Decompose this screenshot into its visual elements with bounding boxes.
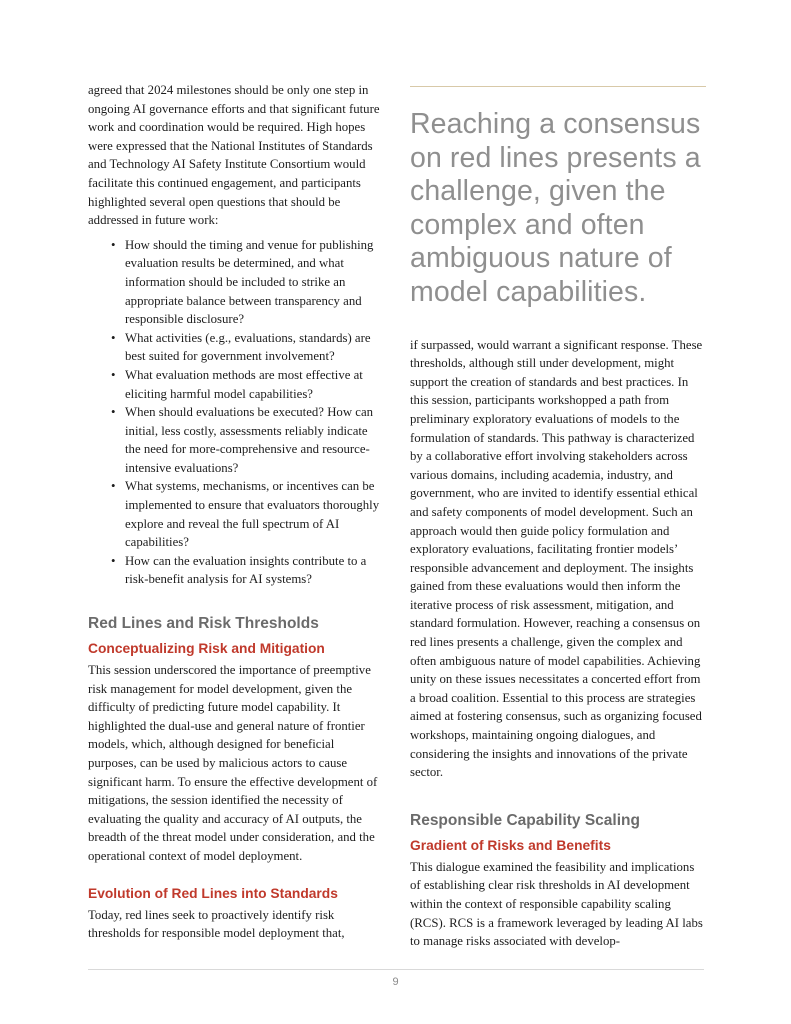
subheading-evolution-of-red-lines: Evolution of Red Lines into Standards — [88, 885, 338, 901]
pull-quote-rule — [410, 86, 706, 87]
right-column — [410, 86, 706, 951]
list-item: • What systems, mechanisms, or incentives can be implemented to ensure that evaluators thoroughly explore and reveal the full spectrum of AI capabilities? — [111, 479, 380, 550]
evolution-paragraph: Today, red lines seek to proactively identify risk thresholds for responsible model deployment that, — [88, 907, 345, 941]
bullet-icon: • — [111, 553, 116, 568]
list-item: • How can the evaluation insights contribute to a risk-benefit analysis for AI systems? — [111, 553, 367, 587]
bullet-icon: • — [111, 367, 116, 382]
section-heading-responsible-scaling: Responsible Capability Scaling — [410, 811, 640, 829]
bullet-icon: • — [111, 479, 116, 494]
left-column — [88, 81, 386, 943]
subheading-gradient-of-risks: Gradient of Risks and Benefits — [410, 837, 611, 853]
intro-paragraph: agreed that 2024 milestones should be only one step in ongoing AI governance efforts and that significant future work and coordination would be required. High hopes were expressed that the National Institutes of Standards and Technology AI Safety Institute Consortium would facilitate this continued engagement, and participants highlighted several open questions that should be addressed in future work: — [88, 83, 380, 228]
subheading-conceptualizing-risk: Conceptualizing Risk and Mitigation — [88, 641, 325, 657]
pull-quote: Reaching a consensus on red lines presents a challenge, given the complex and often ambiguous nature of model capabilities. — [410, 108, 701, 308]
section-heading-red-lines: Red Lines and Risk Thresholds — [88, 615, 319, 633]
list-item: • When should evaluations be executed? How can initial, less costly, assessments reliably indicate the need for more-comprehensive and resource-intensive evaluations? — [111, 405, 374, 475]
bullet-icon: • — [111, 330, 116, 345]
page-number: 9 — [392, 976, 399, 988]
gradient-paragraph: This dialogue examined the feasibility and implications of establishing clear risk thresholds in AI development within the context of responsible capability scaling (RCS). RCS is a framework leveraged by leading AI labs to manage risks associated with develop- — [410, 859, 703, 949]
list-item: • How should the timing and venue for publishing evaluation results be determined, and what information should be included to strike an appropriate balance between transparency and responsible disclosure? — [111, 237, 374, 327]
conceptualizing-risk-paragraph: This session underscored the importance of preemptive risk management for model development, given the difficulty of predicting future model capability. It highlighted the dual-use and general nature of frontier models, which, although designed for beneficial purposes, can be used by malicious actors to cause significant harm. To ensure the effective development of mitigations, the session identified the necessity of evaluating the quality and accuracy of AI outputs, the breadth of the threat model under consideration, and the operational context of model deployment. — [88, 663, 378, 863]
open-questions-list — [88, 236, 386, 589]
list-item: • What evaluation methods are most effective at eliciting harmful model capabilities? — [111, 367, 363, 401]
bullet-icon: • — [111, 237, 116, 252]
footer-rule — [88, 969, 704, 970]
list-item: • What activities (e.g., evaluations, standards) are best suited for government involvement? — [111, 330, 371, 364]
bullet-icon: • — [111, 405, 116, 420]
continued-paragraph: if surpassed, would warrant a significant response. These thresholds, although still under development, might support the creation of standards and best practices. In this session, participants workshopped a path from preliminary exploratory evaluations of models to the formulation of standards. This pathway is characterized by a collaborative effort involving stakeholders across various domains, including academia, industry, and government, who are invited to identify essential ethical and safety components of model development. Such an approach would then guide policy formulation and exploratory evaluations, facilitating frontier models’ responsible advancement and deployment. The insights gained from these evaluations would then inform the iterative process of risk assessment, mitigation, and standard formulation. However, reaching a consensus on red lines presents a challenge, given the complex and often ambiguous nature of model capabilities. Achieving unity on these issues necessitates a concerted effort from a broad coalition. Essential to this process are strategies aimed at fostering consensus, such as organizing focused workshops, maintaining ongoing dialogues, and considering the insights and innovations of the private sector. — [410, 337, 703, 780]
